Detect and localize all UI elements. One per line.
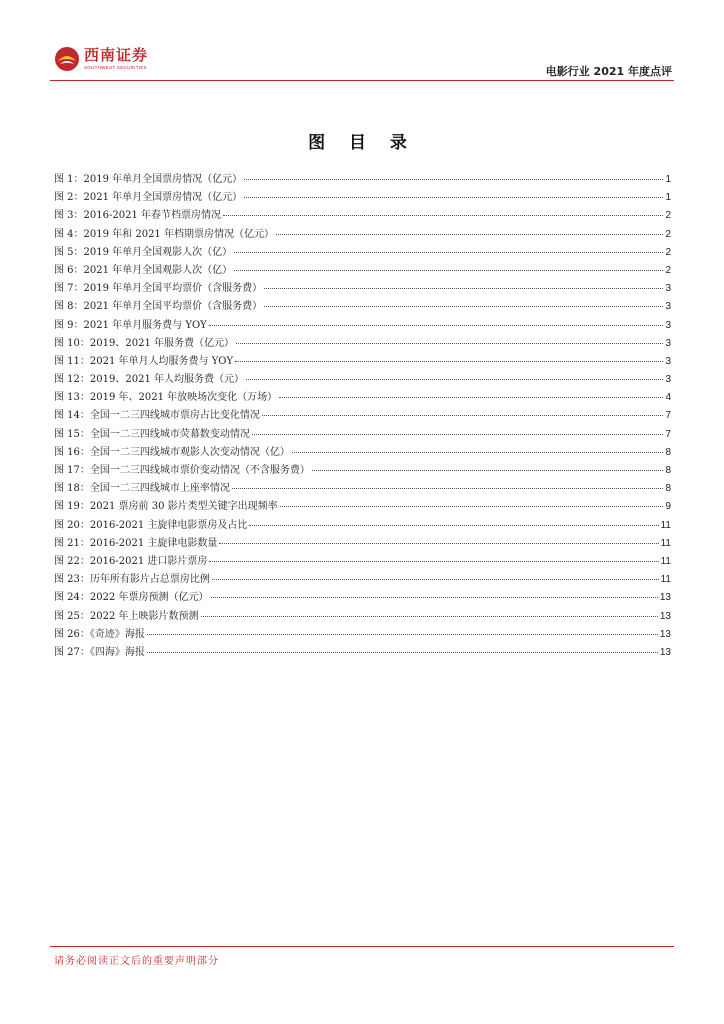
toc-entry[interactable]: [54, 497, 671, 515]
toc-dot-leader: [236, 343, 663, 344]
toc-entry[interactable]: [54, 570, 671, 588]
toc-entry-label: 图 26：《奇迹》海报: [54, 628, 145, 640]
toc-entry-label: 图 23：历年所有影片占总票房比例: [54, 574, 210, 586]
toc-entry-page: 13: [659, 628, 671, 640]
toc-entry[interactable]: [54, 425, 671, 443]
toc-entry-page: 2: [665, 210, 671, 222]
toc-entry-page: 7: [665, 428, 671, 440]
toc-entry[interactable]: [54, 588, 671, 606]
toc-dot-leader: [246, 379, 663, 380]
toc-dot-leader: [211, 597, 658, 598]
toc-entry[interactable]: [54, 388, 671, 406]
toc-dot-leader: [244, 179, 663, 180]
company-logo: [54, 46, 148, 72]
toc-entry-label: 图 25：2022 年上映影片数预测: [54, 610, 199, 622]
toc-entry[interactable]: [54, 461, 671, 479]
toc-entry-page: 13: [659, 610, 671, 622]
toc-dot-leader: [249, 525, 658, 526]
toc-entry[interactable]: [54, 334, 671, 352]
toc-entry[interactable]: [54, 607, 671, 625]
toc-dot-leader: [209, 325, 664, 326]
toc-dot-leader: [279, 397, 663, 398]
toc-dot-leader: [234, 252, 663, 253]
toc-entry-label: 图 16：全国一二三四线城市观影人次变动情况（亿）: [54, 446, 290, 458]
toc-entry-page: 1: [665, 174, 671, 185]
toc-entry-page: 11: [660, 555, 671, 567]
toc-entry-page: 8: [665, 446, 671, 458]
toc-entry-page: 3: [665, 301, 671, 313]
toc-entry-page: 8: [665, 483, 671, 495]
toc-entry-label: 图 5：2019 年单月全国观影人次（亿）: [54, 246, 233, 258]
toc-entry[interactable]: [54, 516, 671, 534]
footer-disclaimer: 请务必阅读正文后的重要声明部分: [54, 956, 219, 967]
toc-entry-label: 图 20：2016-2021 主旋律电影票房及占比: [54, 519, 248, 531]
toc-entry-label: 图 3：2016-2021 年春节档票房情况: [54, 210, 221, 222]
toc-entry-label: 图 15：全国一二三四线城市荧幕数变动情况: [54, 428, 250, 440]
toc-entry-page: 4: [665, 392, 671, 404]
toc-entry-page: 13: [659, 592, 671, 604]
toc-entry[interactable]: [54, 370, 671, 388]
toc-entry-page: 2: [665, 228, 671, 240]
toc-entry-page: 13: [659, 646, 671, 658]
toc-entry-label: 图 13：2019 年、2021 年放映场次变化（万场）: [54, 392, 278, 404]
figure-list: [54, 170, 671, 661]
toc-dot-leader: [147, 634, 658, 635]
toc-entry-label: 图 27：《四海》海报: [54, 646, 145, 658]
toc-entry-label: 图 8：2021 年单月全国平均票价（含服务费）: [54, 301, 263, 313]
toc-dot-leader: [235, 361, 663, 362]
toc-entry-page: 3: [665, 283, 671, 295]
toc-entry-label: 图 17：全国一二三四线城市票价变动情况（不含服务费）: [54, 465, 310, 476]
toc-dot-leader: [252, 434, 664, 435]
toc-dot-leader: [209, 561, 658, 562]
toc-dot-leader: [262, 415, 664, 416]
toc-entry[interactable]: [54, 225, 671, 243]
toc-entry-page: 3: [665, 337, 671, 349]
toc-entry[interactable]: [54, 479, 671, 497]
toc-entry[interactable]: [54, 206, 671, 224]
toc-dot-leader: [264, 288, 663, 289]
toc-entry-label: 图 22：2016-2021 进口影片票房: [54, 555, 208, 567]
toc-entry-page: 8: [665, 465, 671, 476]
toc-entry-page: 11: [660, 574, 671, 586]
toc-entry-page: 2: [665, 246, 671, 258]
toc-entry[interactable]: [54, 261, 671, 279]
logo-english-name: SOUTHWEST SECURITIES: [84, 64, 147, 70]
toc-entry[interactable]: [54, 406, 671, 424]
toc-dot-leader: [223, 215, 663, 216]
toc-entry-label: 图 19：2021 票房前 30 影片类型关键字出现频率: [54, 501, 278, 513]
toc-entry[interactable]: [54, 279, 671, 297]
toc-entry[interactable]: [54, 552, 671, 570]
toc-entry-page: 7: [665, 410, 671, 422]
footer-divider: [50, 946, 674, 947]
southwest-securities-logo-icon: [54, 46, 80, 72]
toc-heading: 图 目 录: [308, 133, 416, 153]
toc-entry-label: 图 6：2021 年单月全国观影人次（亿）: [54, 264, 233, 276]
toc-dot-leader: [292, 452, 664, 453]
toc-dot-leader: [212, 579, 659, 580]
toc-dot-leader: [147, 652, 658, 653]
header-divider: [50, 80, 674, 81]
toc-entry[interactable]: [54, 243, 671, 261]
toc-entry[interactable]: [54, 170, 671, 188]
toc-entry-label: 图 18：全国一二三四线城市上座率情况: [54, 483, 230, 495]
toc-entry-page: 1: [665, 192, 671, 204]
toc-entry-page: 11: [660, 519, 671, 531]
toc-entry[interactable]: [54, 297, 671, 315]
toc-entry-page: 3: [665, 355, 671, 367]
toc-entry-page: 3: [665, 374, 671, 386]
toc-entry-page: 9: [665, 501, 671, 513]
toc-entry-label: 图 14：全国一二三四线城市票房占比变化情况: [54, 410, 260, 422]
toc-entry[interactable]: [54, 643, 671, 661]
toc-entry[interactable]: [54, 352, 671, 370]
toc-entry-label: 图 11：2021 年单月人均服务费与 YOY: [54, 355, 234, 367]
report-title: 电影行业 2021 年度点评: [545, 65, 672, 78]
toc-dot-leader: [244, 197, 663, 198]
toc-entry-label: 图 24：2022 年票房预测（亿元）: [54, 592, 209, 604]
toc-entry-label: 图 21：2016-2021 主旋律电影数量: [54, 537, 218, 549]
toc-entry-label: 图 12：2019、2021 年人均服务费（元）: [54, 374, 244, 386]
toc-dot-leader: [219, 543, 658, 544]
toc-entry-label: 图 10：2019、2021 年服务费（亿元）: [54, 337, 234, 349]
toc-entry[interactable]: [54, 188, 671, 206]
toc-entry-label: 图 9：2021 年单月服务费与 YOY: [54, 319, 207, 331]
toc-dot-leader: [264, 306, 663, 307]
toc-entry-label: 图 4：2019 年和 2021 年档期票房情况（亿元）: [54, 228, 274, 240]
logo-chinese-name: 西南证券: [84, 45, 149, 64]
toc-entry-label: 图 7：2019 年单月全国平均票价（含服务费）: [54, 283, 263, 295]
toc-entry[interactable]: [54, 316, 671, 334]
toc-entry-page: 11: [660, 537, 671, 549]
toc-entry[interactable]: [54, 625, 671, 643]
toc-entry[interactable]: [54, 534, 671, 552]
toc-dot-leader: [201, 616, 658, 617]
toc-dot-leader: [232, 488, 664, 489]
toc-entry-label: 图 1：2019 年单月全国票房情况（亿元）: [54, 174, 243, 185]
toc-entry[interactable]: [54, 443, 671, 461]
toc-dot-leader: [280, 506, 664, 507]
toc-dot-leader: [276, 234, 663, 235]
toc-dot-leader: [234, 270, 663, 271]
toc-entry-page: 2: [665, 264, 671, 276]
toc-dot-leader: [312, 470, 664, 471]
toc-entry-label: 图 2：2021 年单月全国票房情况（亿元）: [54, 192, 243, 204]
toc-entry-page: 3: [665, 319, 671, 331]
